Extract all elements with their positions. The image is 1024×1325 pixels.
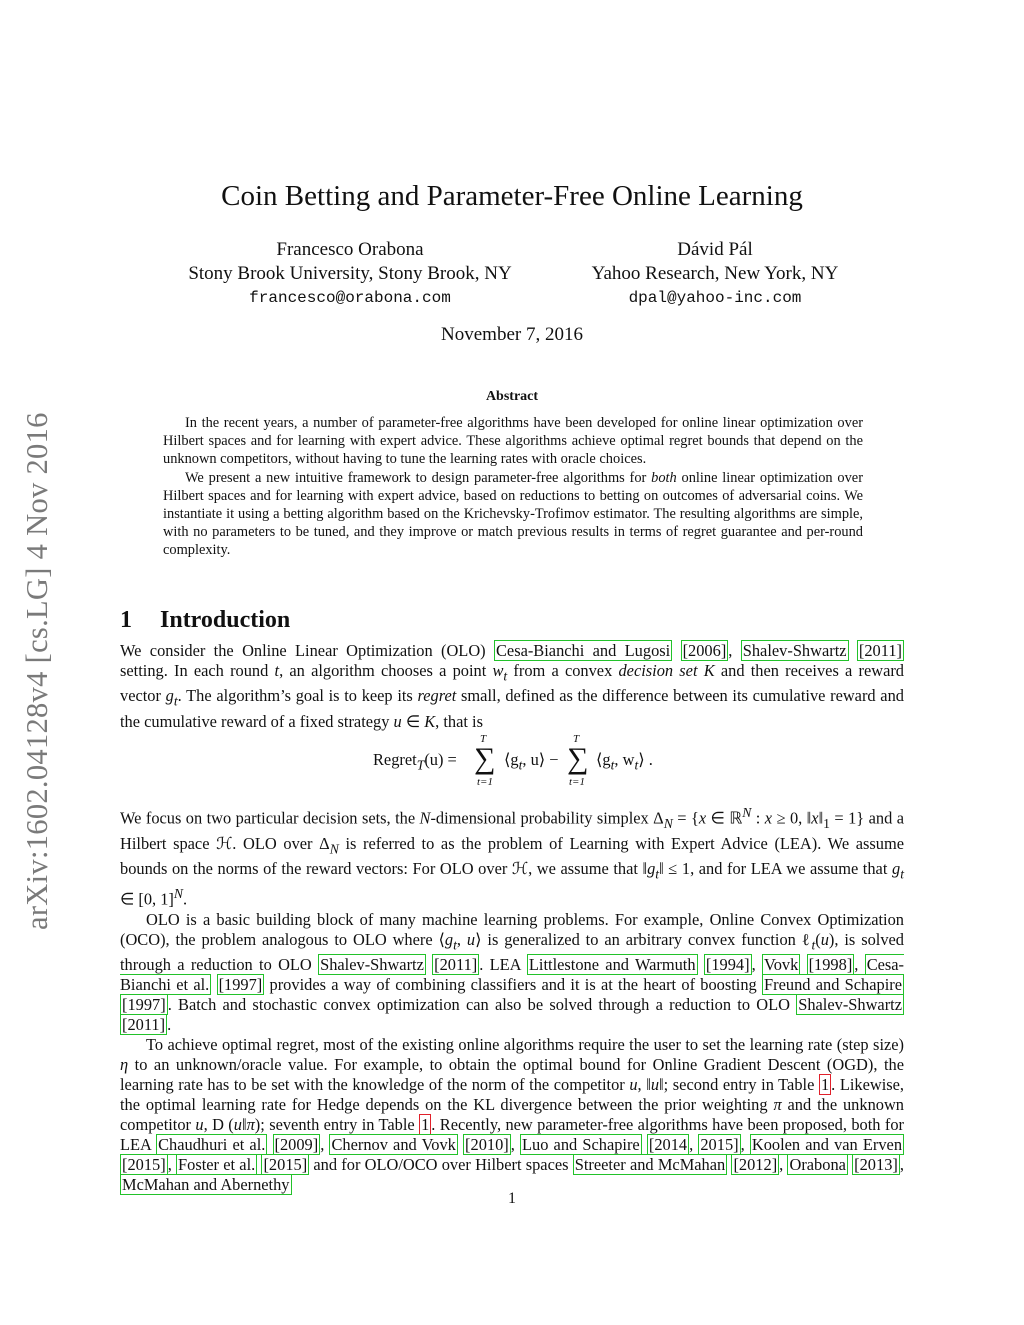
citation-link[interactable]: Orabona — [789, 1155, 846, 1175]
regret-equation: Regret$_T$(u) = T ∑ t=1 $⟨g_t$, u⟩ − T ∑ t=1 $⟨g_t$, $w_t⟩$ . — [373, 733, 653, 788]
citation-link[interactable]: Chernov and Vovk — [331, 1135, 456, 1155]
section-title: Introduction — [160, 607, 291, 633]
citation-link[interactable]: Shalev-Shwartz — [320, 955, 424, 975]
citation-link[interactable]: [2015] — [122, 1155, 166, 1175]
citation-link[interactable]: Cesa-Bianchi and Lugosi — [495, 641, 671, 660]
citation-link[interactable]: [2011] — [122, 1015, 166, 1035]
abstract-paragraph-2: We present a new intuitive framework to design parameter-free algorithms for both online linear optimization over Hilbert spaces and for learning with expert advice, based on reductions to betting on outcomes of adversarial coins. We instantiate it using a betting algorithm based on the Krichevsky-Trofimov estimator. The resulting algorithms are simple, with no parameters to be tuned, and they improve or match previous results in terms of regret guarantee and per-round complexity. — [163, 469, 863, 559]
paper-title: Coin Betting and Parameter-Free Online Learning — [221, 180, 803, 212]
citation-link[interactable]: Vovk — [763, 955, 799, 975]
citation-link[interactable]: [2014 — [648, 1135, 688, 1155]
citation-link[interactable]: [1997] — [122, 995, 166, 1015]
paper-date: November 7, 2016 — [441, 324, 583, 345]
author-name: Dávid Pál — [677, 239, 753, 260]
citation-link[interactable]: Streeter and McMahan — [574, 1155, 726, 1175]
citation-link[interactable]: [2011] — [858, 641, 902, 660]
table-reference-link[interactable]: 1 — [820, 1075, 830, 1095]
citation-link[interactable]: McMahan and Abernethy — [122, 1175, 290, 1195]
citation-link[interactable]: [2006] — [682, 641, 727, 660]
citation-link[interactable]: Shalev-Shwartz — [798, 995, 902, 1015]
citation-link[interactable]: Shalev-Shwartz — [742, 641, 847, 660]
citation-link[interactable]: [2012] — [733, 1155, 778, 1175]
abstract-body — [163, 414, 863, 560]
citation-link[interactable]: [2015] — [263, 1155, 308, 1175]
author-block-1 — [150, 238, 550, 310]
citation-link[interactable]: [2009] — [274, 1135, 319, 1155]
page-number: 1 — [508, 1190, 516, 1207]
citation-link[interactable]: Cesa-Bianchi et al. — [120, 955, 905, 995]
citation-link[interactable]: [1997] — [218, 975, 263, 995]
arxiv-stamp: arXiv:1602.04128v4 [cs.LG] 4 Nov 2016 — [20, 412, 54, 930]
citation-link[interactable]: [2010] — [465, 1135, 509, 1155]
citation-link[interactable]: Koolen and van Erven — [751, 1135, 903, 1155]
citation-link[interactable]: Freund and Schapire — [764, 975, 903, 995]
citation-link[interactable]: [2013] — [854, 1155, 898, 1175]
abstract-paragraph-1: In the recent years, a number of parameter-free algorithms have been developed for online linear optimization over Hilbert spaces and for learning with expert advice. These algorithms achieve optimal regret bounds that depend on the unknown competitors, without having to tune the learning rates with oracle choices. — [163, 415, 863, 468]
citation-link[interactable]: Chaudhuri et al. — [158, 1135, 266, 1155]
author-email[interactable]: francesco@orabona.com — [249, 289, 451, 307]
intro-paragraph-1: We consider the Online Linear Optimization (OLO) Cesa-Bianchi and Lugosi [2006] , Shalev-Shwartz [2011] setting. In each round t, an algorithm chooses a point $w_t$ from a convex decision set K and then receives a reward vector $g_t$. The algorithm’s goal is to keep its regret small, defined as the difference between its cumulative reward and the cumulative reward of a fixed strategy u ∈ K, that is — [120, 641, 905, 731]
table-reference-link[interactable]: 1 — [421, 1115, 430, 1135]
citation-link[interactable]: [2011] — [434, 955, 478, 975]
citation-link[interactable]: Foster et al. — [178, 1155, 256, 1175]
author-affiliation: Yahoo Research, New York, NY — [591, 263, 839, 284]
section-heading — [120, 607, 290, 634]
section-number: 1 — [120, 607, 132, 633]
citation-link[interactable]: [1998] — [808, 955, 853, 975]
citation-link[interactable]: Littlestone and Warmuth — [528, 955, 696, 975]
citation-link[interactable]: Luo and Schapire — [522, 1135, 640, 1155]
citation-link[interactable]: [1994] — [705, 955, 750, 975]
author-email[interactable]: dpal@yahoo-inc.com — [628, 289, 802, 307]
citation-link[interactable]: 2015] — [700, 1135, 739, 1155]
intro-paragraph-2: We focus on two particular decision sets, the N-dimensional probability simplex $\Delta_N = \{x$ ∈ ℝ$^N$ : x ≥ 0, $‖x‖_1 = 1$} and a Hilbert space ℋ. OLO over $\Delta_N$ is referred to as the problem of Learning with Expert Advice (LEA). We assume bounds on the norms of the reward vectors: For OLO over ℋ, we assume that $‖g_t‖ \le 1$, and for LEA we assume that $g_t$ ∈ [0, 1]$^N$. OLO is a basic building block of many machine learning problems. For example, Online Convex Optimization (OCO), the problem analogous to OLO where $⟨g_t$, u⟩ is generalized to an arbitrary convex function ℓ$_t$(u), is solved through a reduction to OLO Shalev-Shwartz [2011] . LEA Littlestone and Warmuth [1994] , Vovk [1998] , Cesa-Bianchi et al. [1997] provides a way of combining classifiers and it is at the heart of boosting Freund and Schapire [1997] . Batch and stochastic convex optimization can also be solved through a reduction to OLO Shalev-Shwartz [2011] . To achieve optimal regret, most of the existing online algorithms require the user to set the learning rate (step size) η to an unknown/oracle value. For example, to obtain the optimal bound for Online Gradient Descent (OGD), the learning rate has to be set with the knowledge of the norm of the competitor u, ‖u‖; second entry in Table 1 . Likewise, the optimal learning rate for Hedge depends on the KL divergence between the prior weighting π and the unknown competitor u, D (u‖π); seventh entry in Table 1 . Recently, new parameter-free algorithms have been proposed, both for LEA Chaudhuri et al. [2009] , Chernov and Vovk [2010] , Luo and Schapire [2014 , 2015] , Koolen and van Erven [2015] , Foster et al. [2015] and for OLO/OCO over Hilbert spaces Streeter and McMahan [2012] , Orabona [2013] , McMahan and Abernethy — [120, 805, 905, 1195]
author-affiliation: Stony Brook University, Stony Brook, NY — [188, 263, 512, 284]
abstract-heading: Abstract — [485, 389, 539, 404]
author-block-2 — [515, 238, 915, 310]
author-name: Francesco Orabona — [276, 239, 424, 260]
